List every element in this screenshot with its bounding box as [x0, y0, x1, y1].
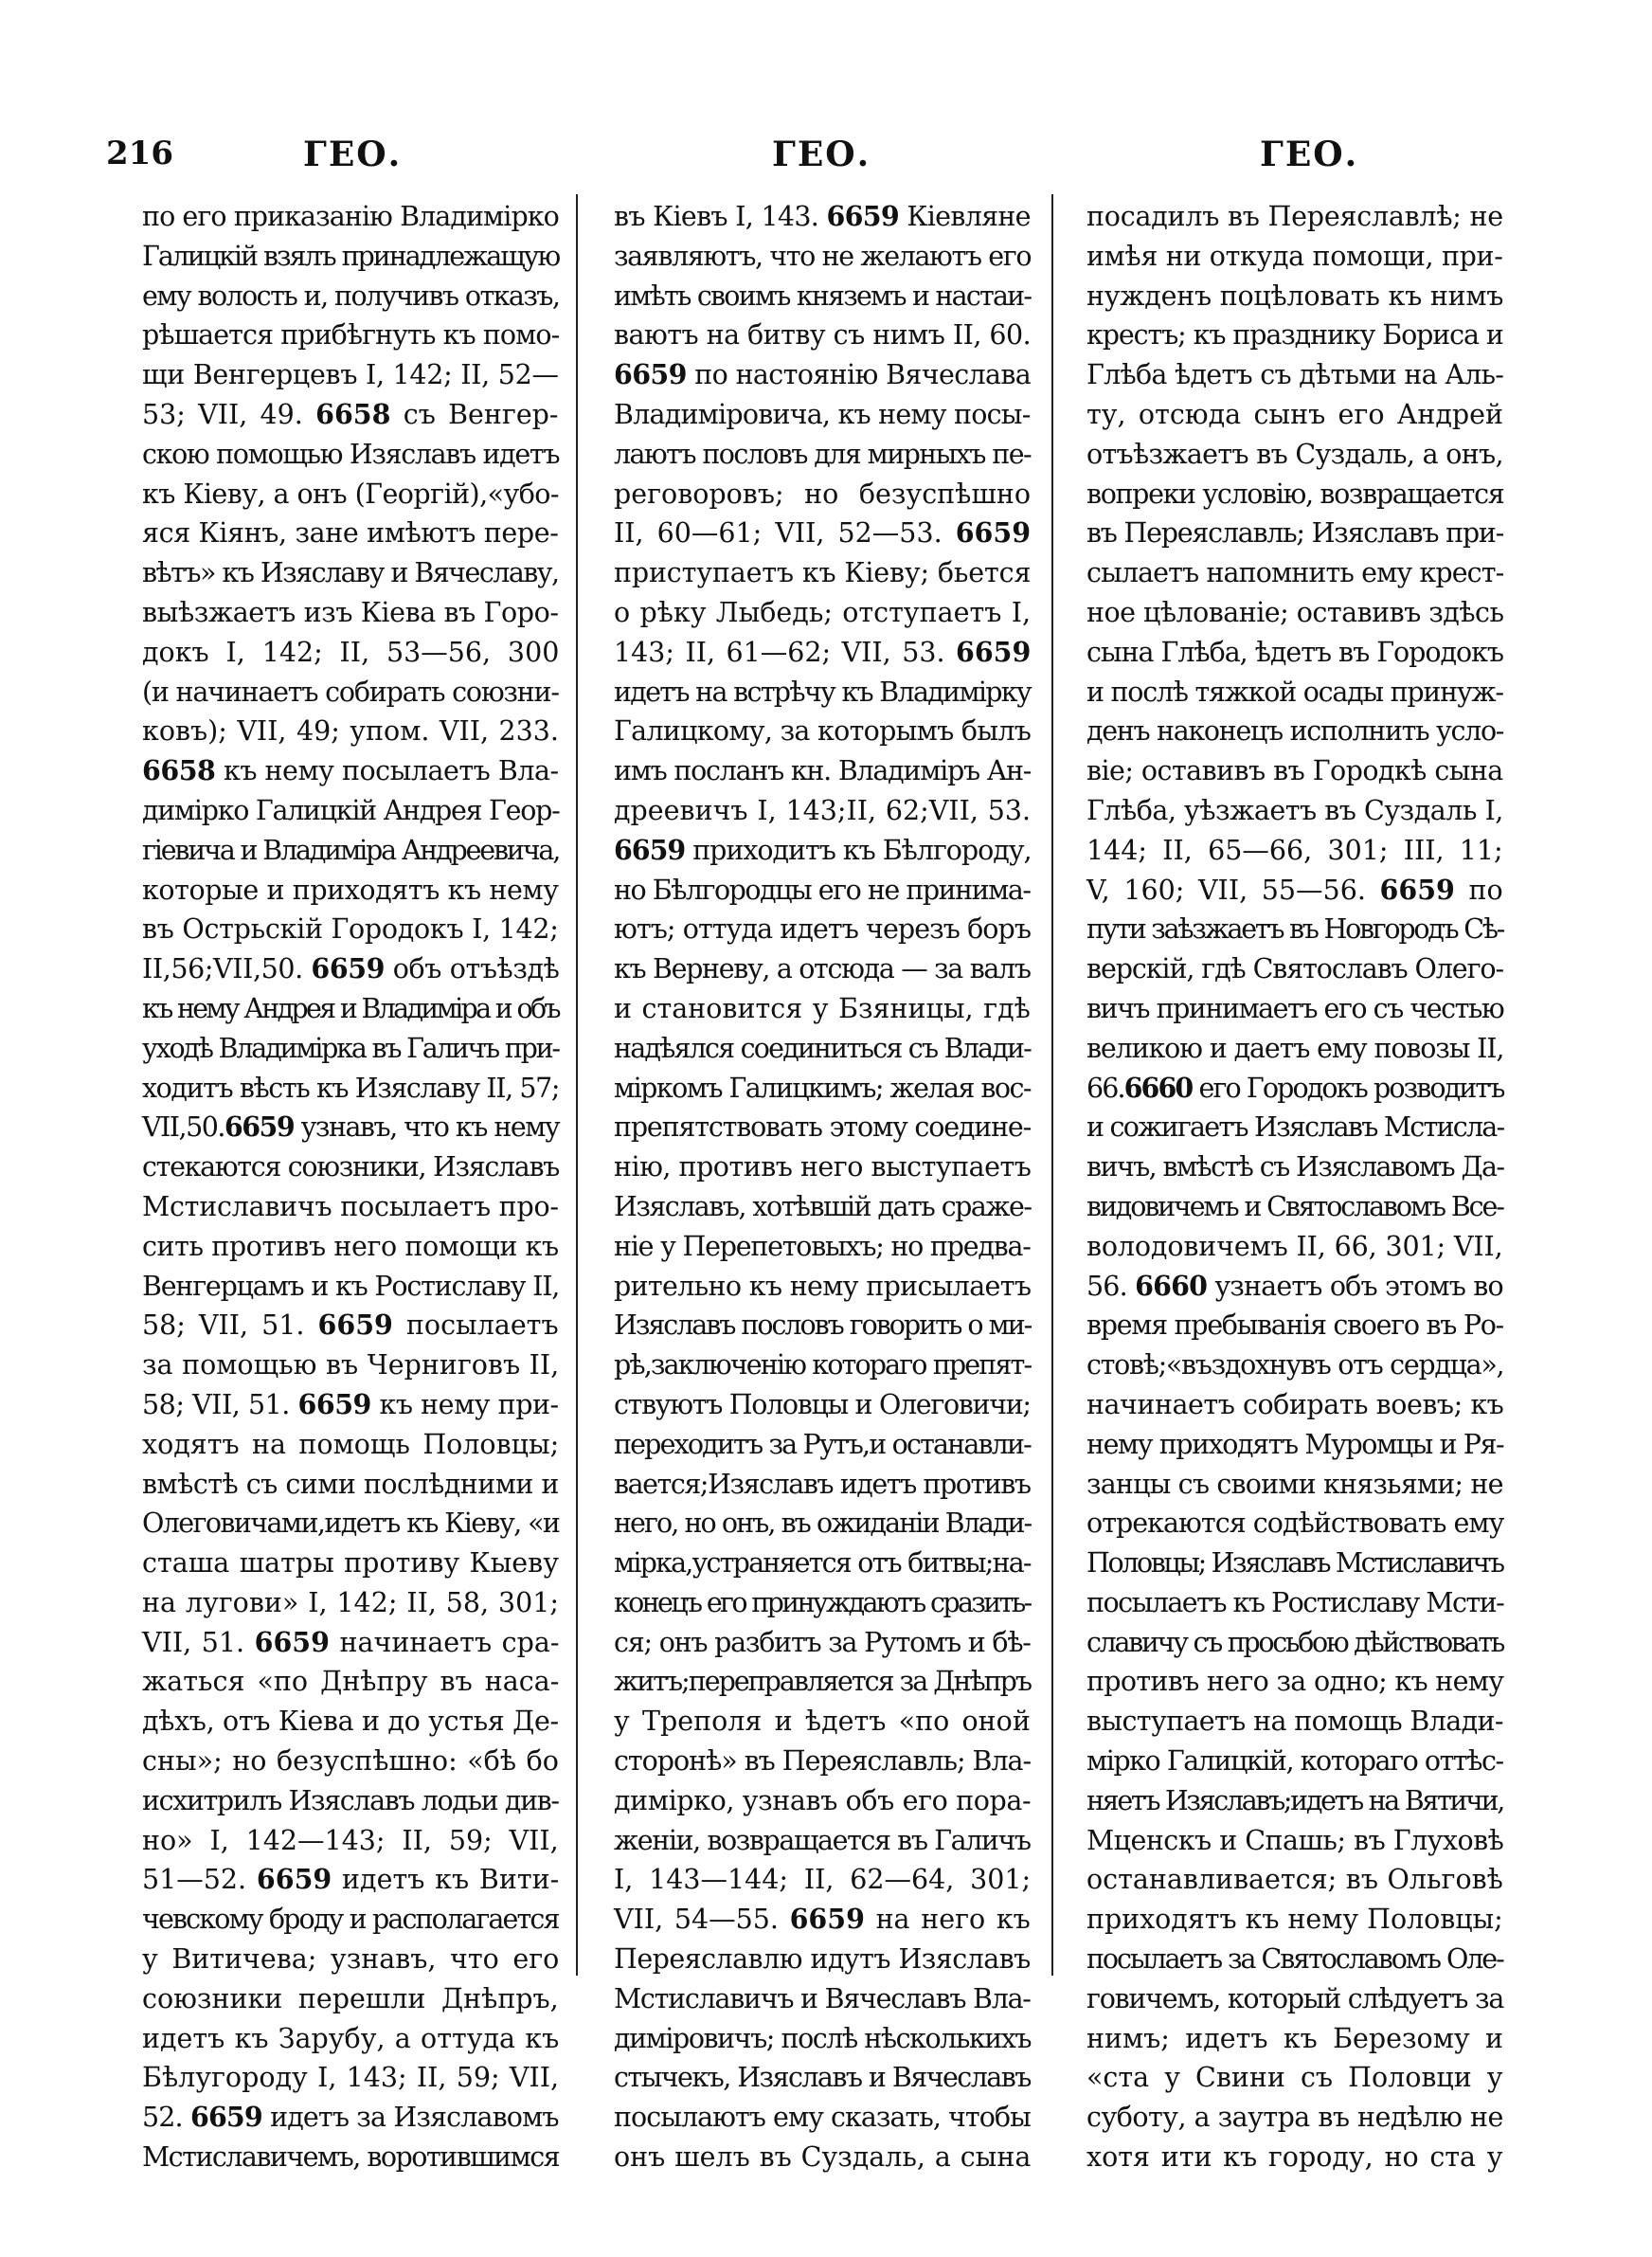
text-line: имъ посланъ кн. Владиміръ Ан- — [614, 755, 1032, 787]
text-line: міркомъ Галицкимъ; желая вос- — [614, 1072, 1031, 1104]
text-line: володовичемъ II, 66, 301; VII, — [1086, 1230, 1503, 1262]
text-line: въ Переяславль; Изяславъ при- — [1086, 517, 1503, 550]
text-line: житъ;переправляется за Днѣпръ — [614, 1666, 1031, 1698]
text-line: Мстиславичъ и Вячеславъ Вла- — [614, 1982, 1031, 2014]
text-line: дѣхъ, отъ Кіева и до устья Де- — [142, 1706, 559, 1738]
text-line: ходитъ вѣсть къ Изяславу II, 57; — [142, 1072, 560, 1104]
text-line: реговоровъ; но безуспѣшно — [614, 478, 1031, 510]
text-line: вмѣстѣ съ сими послѣдними и — [142, 1468, 559, 1500]
text-line: VII, 51. 6659 начинаетъ сра- — [142, 1625, 560, 1658]
text-line: стычекъ, Изяславъ и Вячеславъ — [614, 2062, 1031, 2094]
text-line: въ Острьскій Городокъ I, 142; — [142, 913, 559, 946]
text-line: ему волость и, получивъ отказъ, — [142, 280, 560, 312]
text-line: ное цѣлованіе; оставивъ здѣсь — [1086, 596, 1504, 628]
text-line: ту, отсюда сынъ его Андрей — [1086, 398, 1504, 430]
text-line: Изяславъ пословъ говорить о ми- — [614, 1309, 1032, 1342]
text-line: препятствовать этому соедине- — [614, 1111, 1032, 1144]
text-line: имѣть своимъ княземъ и настаи- — [614, 280, 1032, 312]
year-number: 6659 — [956, 635, 1032, 668]
text-line: яся Кіянъ, зане имѣютъ пере- — [142, 517, 559, 550]
text-column-3 — [1086, 197, 1503, 2177]
text-line: чевскому броду и располагается — [142, 1904, 559, 1936]
text-line: ствуютъ Половцы и Олеговичи; — [614, 1388, 1031, 1420]
text-line: Владиміровича, къ нему посы- — [614, 398, 1031, 430]
text-line: верскій, гдѣ Святославъ Олего- — [1086, 953, 1503, 985]
text-line: стекаются союзники, Изяславъ — [142, 1151, 559, 1183]
text-line: посылаетъ за Святославомъ Оле- — [1086, 1943, 1503, 1976]
text-line: исхитрилъ Изяславъ лодьи див- — [142, 1784, 559, 1816]
text-line: 53; VII, 49. 6658 съ Венгер- — [142, 397, 559, 430]
text-line: женіи, возвращается въ Галичъ — [614, 1824, 1031, 1856]
text-line: къ Верневу, а отсюда — за валъ — [614, 953, 1031, 985]
text-line: сына Глѣба, ѣдетъ въ Городокъ — [1086, 636, 1503, 668]
text-line: имѣя ни откуда помощи, при- — [1086, 240, 1503, 272]
text-line: 51—52. 6659 идетъ къ Вити- — [142, 1863, 560, 1896]
text-line: противъ него за одно; къ нему — [1086, 1666, 1504, 1698]
year-number: 6659 — [614, 358, 687, 391]
text-line: ваютъ на битву съ нимъ II, 60. — [614, 319, 1032, 352]
text-line: говичемъ, который слѣдуетъ за — [1086, 1982, 1504, 2014]
text-line: 6659 по настоянію Вячеслава — [614, 358, 1032, 391]
year-number: 6659 — [1379, 873, 1455, 906]
text-line: ковъ); VII, 49; упом. VII, 233. — [142, 715, 559, 748]
text-line: диміровичъ; послѣ нѣсколькихъ — [614, 2022, 1032, 2054]
text-line: нему приходятъ Муромцы и Ря- — [1086, 1428, 1504, 1460]
text-line: нужденъ поцѣловать къ нимъ — [1086, 280, 1504, 312]
text-line: віе; оставивъ въ Городкѣ сына — [1086, 755, 1503, 787]
text-line: Изяславъ, хотѣвшій дать сраже- — [614, 1190, 1032, 1222]
year-number: 6659 — [256, 1863, 332, 1896]
text-line: Мстиславичъ посылаетъ про- — [142, 1190, 559, 1222]
text-line: за помощью въ Черниговъ II, — [142, 1349, 560, 1381]
text-line: жаться «по Днѣпру въ наса- — [142, 1666, 560, 1698]
text-line: VII, 54—55. 6659 на него къ — [614, 1903, 1031, 1936]
text-line: Олеговичами,идетъ къ Кіеву, «и — [142, 1508, 560, 1540]
text-line: вичъ, вмѣстѣ съ Изяславомъ Да- — [1086, 1151, 1504, 1183]
year-number: 6660 — [1123, 1071, 1193, 1104]
text-line: II, 60—61; VII, 52—53. 6659 — [614, 516, 1032, 550]
text-line: и сожигаетъ Изяславъ Мстисла- — [1086, 1111, 1504, 1144]
text-line: идетъ къ Зарубу, а оттуда къ — [142, 2022, 560, 2054]
text-line: хотя ити къ городу, но ста у — [1086, 2141, 1503, 2174]
year-number: 6659 — [189, 2101, 262, 2134]
text-line: «ста у Свини съ Половци у — [1086, 2062, 1503, 2094]
year-number: 6659 — [317, 1309, 393, 1342]
text-line: 6658 къ нему посылаетъ Вла- — [142, 754, 559, 787]
text-line: 52. 6659 идетъ за Изяславомъ — [142, 2101, 559, 2134]
text-line: вопреки условію, возвращается — [1086, 478, 1504, 510]
year-number: 6659 — [254, 1625, 330, 1658]
text-line: отъѣзжаетъ въ Суздаль, а онъ, — [1086, 438, 1503, 470]
running-head-center: ГЕО. — [772, 135, 871, 174]
text-line: II,56;VII,50. 6659 объ отъѣздѣ — [142, 952, 560, 985]
text-line: приходятъ къ нему Половцы; — [1086, 1904, 1503, 1936]
text-line: Венгерцамъ и къ Ростиславу II, — [142, 1270, 560, 1302]
text-line: сылаетъ напомнить ему крест- — [1086, 557, 1504, 589]
text-line: время пребыванія своего въ Ро- — [1086, 1309, 1503, 1342]
text-line: лаютъ пословъ для мирныхъ пе- — [614, 438, 1032, 470]
text-line: Галицкому, за которымъ былъ — [614, 715, 1032, 748]
text-line: сить противъ него помощи къ — [142, 1230, 559, 1262]
text-line: Глѣба ѣдетъ съ дѣтьми на Аль- — [1086, 359, 1504, 391]
year-number: 6660 — [1135, 1269, 1208, 1302]
text-line: 143; II, 61—62; VII, 53. 6659 — [614, 635, 1032, 668]
running-head-right: ГЕО. — [1260, 135, 1359, 174]
text-line: денъ наконецъ исполнить усло- — [1086, 715, 1504, 748]
text-line: гіевича и Владиміра Андреевича, — [142, 834, 560, 866]
text-line: суботу, а заутра въ недѣлю не — [1086, 2102, 1503, 2134]
text-line: конецъ его принуждаютъ сразить- — [614, 1586, 1031, 1618]
text-line: идетъ на встрѣчу къ Владимірку — [614, 676, 1031, 708]
text-line: сторонѣ» въ Переяславль; Вла- — [614, 1745, 1032, 1778]
text-line: Мстиславичемъ, воротившимся — [142, 2141, 560, 2174]
year-number: 6659 — [311, 952, 386, 985]
text-line: у Треполя и ѣдетъ «по оной — [614, 1706, 1031, 1738]
text-line: димірко, узнавъ объ его пора- — [614, 1784, 1032, 1816]
text-line: вается;Изяславъ идетъ противъ — [614, 1468, 1031, 1500]
text-column-2 — [614, 197, 1031, 2177]
text-line: Глѣба, уѣзжаетъ въ Суздаль I, — [1086, 794, 1503, 826]
text-line: ютъ; оттуда идетъ черезъ боръ — [614, 913, 1032, 946]
text-line: мірка,устраняется отъ битвы;на- — [614, 1547, 1031, 1580]
page-number: 216 — [106, 135, 173, 172]
text-line: посадилъ въ Переяславлѣ; не — [1086, 201, 1503, 232]
text-line: посылаютъ ему сказать, чтобы — [614, 2102, 1031, 2134]
year-number: 6659 — [297, 1387, 371, 1420]
text-line: Переяславлю идутъ Изяславъ — [614, 1943, 1031, 1976]
text-line: по его приказанію Владимірко — [142, 201, 559, 232]
text-line: I, 143—144; II, 62—64, 301; — [614, 1864, 1032, 1896]
text-line: него, но онъ, въ ожиданіи Влади- — [614, 1508, 1032, 1540]
text-line: занцы съ своими князьями; не — [1086, 1468, 1503, 1500]
text-line: посылаетъ къ Ростиславу Мсти- — [1086, 1586, 1504, 1618]
text-line: выѣзжаетъ изъ Кіева въ Горо- — [142, 596, 559, 628]
text-line: союзники перешли Днѣпръ, — [142, 1982, 559, 2014]
text-line: сташа шатры противу Кыеву — [142, 1547, 559, 1580]
text-line: въ Кіевъ I, 143. 6659 Кіевляне — [614, 200, 1031, 232]
text-line: о рѣку Лыбедь; отступаетъ I, — [614, 596, 1032, 628]
text-line: надѣялся соединиться съ Влади- — [614, 1032, 1031, 1064]
text-line: дреевичъ I, 143;II, 62;VII, 53. — [614, 794, 1032, 826]
year-number: 6659 — [614, 833, 686, 866]
text-line: отрекаются содѣйствовать ему — [1086, 1508, 1504, 1540]
text-line: няетъ Изяславъ;идетъ на Вятичи, — [1086, 1784, 1504, 1816]
year-number: 6658 — [315, 397, 391, 430]
text-line: 56. 6660 узнаетъ объ этомъ во — [1086, 1269, 1503, 1302]
text-line: Бѣлугороду I, 143; II, 59; VII, — [142, 2062, 560, 2094]
text-column-1 — [142, 197, 559, 2177]
text-line: рительно къ нему присылаетъ — [614, 1270, 1032, 1302]
text-line: ніе у Перепетовыхъ; но предва- — [614, 1230, 1031, 1262]
text-line: видовичемъ и Святославомъ Все- — [1086, 1190, 1503, 1222]
text-line: димірко Галицкій Андрея Геор- — [142, 794, 560, 826]
text-line: начинаетъ собирать воевъ; къ — [1086, 1388, 1504, 1420]
text-line: 58; VII, 51. 6659 посылаетъ — [142, 1309, 559, 1342]
text-line: 66.6660 его Городокъ розводитъ — [1086, 1071, 1504, 1104]
text-line: крестъ; къ празднику Бориса и — [1086, 319, 1503, 352]
text-line: приступаетъ къ Кіеву; бьется — [614, 557, 1032, 589]
text-line: ходятъ на помощь Половцы; — [142, 1428, 560, 1460]
text-line: (и начинаетъ собирать союзни- — [142, 676, 559, 708]
page-header — [0, 135, 1652, 191]
text-line: славичу съ просьбою дѣйствовать — [1086, 1626, 1503, 1658]
text-line: ся; онъ разбитъ за Рутомъ и бѣ- — [614, 1626, 1031, 1658]
text-line: V, 160; VII, 55—56. 6659 по — [1086, 873, 1503, 906]
text-line: которые и приходятъ къ нему — [142, 874, 559, 906]
text-line: великою и даетъ ему повозы II, — [1086, 1032, 1504, 1064]
text-line: уходѣ Владимірка въ Галичъ при- — [142, 1032, 559, 1064]
text-line: 144; II, 65—66, 301; III, 11; — [1086, 834, 1503, 866]
year-number: 6658 — [142, 754, 216, 787]
text-line: но» I, 142—143; II, 59; VII, — [142, 1824, 559, 1856]
text-line: сны»; но безуспѣшно: «бѣ бо — [142, 1745, 559, 1778]
text-line: онъ шелъ въ Суздаль, а сына — [614, 2141, 1032, 2174]
text-line: Половцы; Изяславъ Мстиславичъ — [1086, 1547, 1503, 1580]
text-line: рѣшается прибѣгнуть къ помо- — [142, 319, 560, 352]
text-line: щи Венгерцевъ I, 142; II, 52— — [142, 359, 559, 391]
text-line: нимъ; идетъ къ Березому и — [1086, 2022, 1503, 2054]
text-line: заявляютъ, что не желаютъ его — [614, 240, 1032, 272]
year-number: 6659 — [955, 516, 1032, 550]
text-line: Мценскъ и Спашь; въ Глуховѣ — [1086, 1824, 1504, 1856]
text-line: останавливается; въ Ольговѣ — [1086, 1864, 1503, 1896]
text-line: скою помощью Изяславъ идетъ — [142, 438, 560, 470]
text-line: пути заѣзжаетъ въ Новгородъ Сѣ- — [1086, 913, 1504, 946]
text-line: переходитъ за Рутъ,и останавли- — [614, 1428, 1031, 1460]
text-line: Галицкій взялъ принадлежащую — [142, 240, 560, 272]
text-line: мірко Галицкій, котораго оттѣс- — [1086, 1745, 1503, 1778]
year-number: 6659 — [789, 1903, 865, 1936]
text-line: но Бѣлгородцы его не принима- — [614, 874, 1031, 906]
text-line: вѣтъ» къ Изяславу и Вячеславу, — [142, 557, 559, 589]
text-line: VII,50.6659 узнавъ, что къ нему — [142, 1110, 560, 1144]
text-line: у Витичева; узнавъ, что его — [142, 1943, 560, 1976]
text-line: на лугови» I, 142; II, 58, 301; — [142, 1586, 560, 1618]
year-number: 6659 — [224, 1110, 295, 1144]
text-line: нію, противъ него выступаетъ — [614, 1151, 1032, 1183]
running-head-left: ГЕО. — [303, 135, 403, 174]
text-line: къ Кіеву, а онъ (Георгій),«убо- — [142, 478, 560, 510]
text-line: выступаетъ на помощь Влади- — [1086, 1706, 1503, 1738]
text-line: рѣ,заключенію котораго препят- — [614, 1349, 1032, 1381]
text-line: докъ I, 142; II, 53—56, 300 — [142, 636, 560, 668]
text-line: и становится у Бзяницы, гдѣ — [614, 992, 1031, 1024]
text-line: и послѣ тяжкой осады принуж- — [1086, 676, 1503, 708]
column-rule-right — [1051, 194, 1053, 1976]
column-rule-left — [576, 194, 578, 1976]
text-line: 58; VII, 51. 6659 къ нему при- — [142, 1387, 559, 1420]
text-line: вичъ принимаетъ его съ честью — [1086, 992, 1504, 1024]
text-line: 6659 приходитъ къ Бѣлгороду, — [614, 833, 1032, 866]
year-number: 6659 — [826, 200, 900, 232]
text-line: къ нему Андрея и Владиміра и объ — [142, 992, 559, 1024]
text-line: стовѣ;«въздохнувъ отъ сердца», — [1086, 1349, 1504, 1381]
